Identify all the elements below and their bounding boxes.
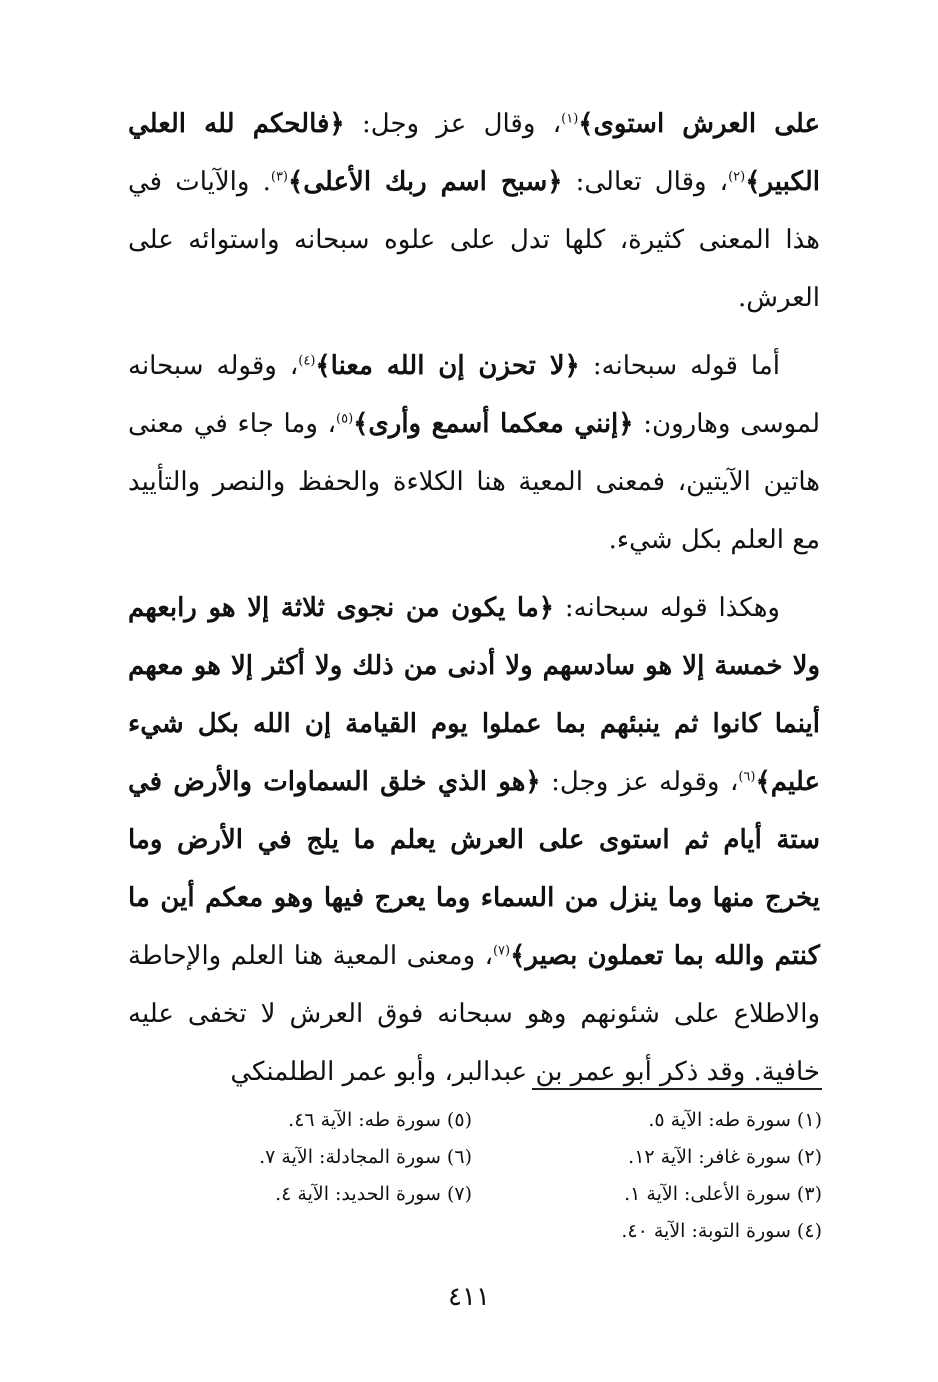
main-text — [128, 95, 820, 1101]
quran-verse: ﴿إنني معكما أسمع وأرى﴾ — [353, 409, 634, 439]
quran-verse: ﴿سبح اسم ربك الأعلى﴾ — [288, 167, 563, 197]
paragraph — [128, 579, 820, 1101]
quran-verse: ﴿لا تحزن إن الله معنا﴾ — [315, 351, 580, 381]
text-run: . والآيات في هذا المعنى كثيرة، كلها تدل على علوه سبحانه واستوائه على العرش. — [128, 167, 820, 313]
text-run: ، وقال تعالى: — [562, 167, 729, 197]
footnote-marker: (٦) — [738, 769, 756, 785]
footnotes — [130, 1102, 822, 1272]
text-run: ، ومعنى المعية هنا العلم والإحاطة والاطلاع على شئونهم وهو سبحانه فوق العرش لا تخفى عليه خافية. وقد ذكر أبو عمر بن عبدالبر، وأبو عمر الطلمنكي — [128, 941, 820, 1087]
text-run: وهكذا قوله سبحانه: — [554, 593, 780, 623]
footnote-4: (٤) سورة التوبة: الآية ٤٠. — [621, 1220, 822, 1242]
footnote-marker: (٤) — [298, 353, 316, 369]
text-run: ، وقوله عز وجل: — [540, 767, 739, 797]
footnote-separator — [532, 1088, 822, 1090]
footnotes-column-right — [572, 1102, 822, 1250]
footnote-marker: (٧) — [492, 943, 511, 959]
text-run: أما قوله سبحانه: — [579, 351, 780, 381]
text-run: ، وقوله سبحانه لموسى وهارون: — [128, 351, 820, 439]
footnote-2: (٢) سورة غافر: الآية ١٢. — [628, 1146, 822, 1168]
text-run: ، وقال عز وجل: — [344, 109, 562, 139]
paragraph — [128, 95, 820, 327]
quran-verse: على العرش استوى﴾ — [578, 109, 820, 139]
quran-verse: ﴿فالحكم لله العلي الكبير﴾ — [128, 109, 820, 197]
quran-verse: ﴿هو الذي خلق السماوات والأرض في ستة أيام ثم استوى على العرش يعلم ما يلج في الأرض وما يخرج منها وما ينزل من السماء وما يعرج فيها وهو معكم أين ما كنتم والله بما تعملون بصير﴾ — [128, 767, 820, 971]
footnote-6: (٦) سورة المجادلة: الآية ٧. — [259, 1146, 472, 1168]
text-run: ، وما جاء في معنى هاتين الآيتين، فمعنى المعية هنا الكلاءة والحفظ والنصر والتأييد مع العلم بكل شيء. — [128, 409, 820, 555]
quran-verse: ﴿ما يكون من نجوى ثلاثة إلا هو رابعهم ولا خمسة إلا هو سادسهم ولا أدنى من ذلك ولا أكثر إلا هو معهم أينما كانوا ثم ينبئهم بما عملوا يوم القيامة إن الله بكل شيء عليم﴾ — [128, 593, 820, 797]
footnote-marker: (١) — [561, 111, 579, 127]
footnote-7: (٧) سورة الحديد: الآية ٤. — [275, 1183, 472, 1205]
paragraph — [128, 337, 820, 569]
footnote-marker: (٥) — [336, 411, 354, 427]
footnote-5: (٥) سورة طه: الآية ٤٦. — [288, 1109, 472, 1131]
footnote-marker: (٣) — [270, 169, 288, 185]
page-number: ٤١١ — [448, 1282, 490, 1312]
footnote-3: (٣) سورة الأعلى: الآية ١. — [624, 1183, 822, 1205]
footnote-1: (١) سورة طه: الآية ٥. — [648, 1109, 822, 1131]
footnotes-column-left — [222, 1102, 472, 1213]
footnote-marker: (٢) — [728, 169, 746, 185]
